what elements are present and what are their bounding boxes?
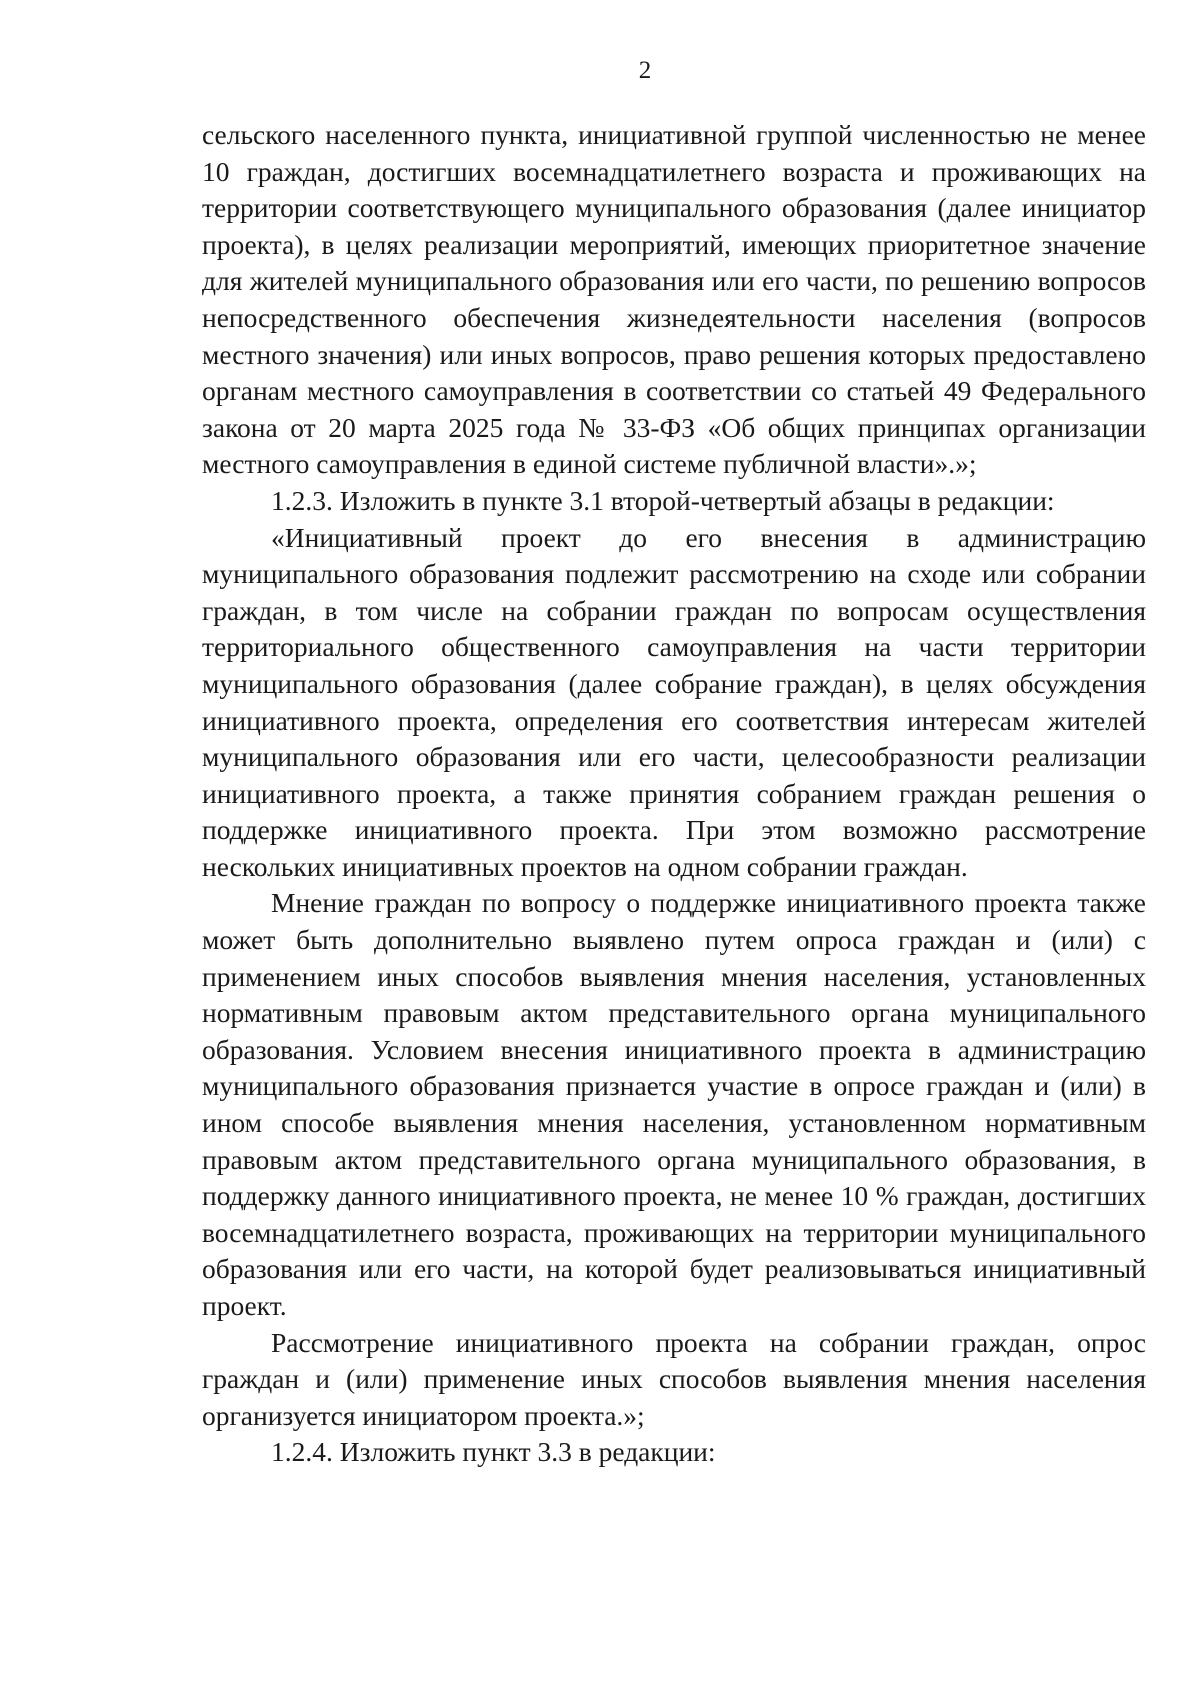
paragraph-item-1-2-3: 1.2.3. Изложить в пункте 3.1 второй-четвертый абзацы в редакции:: [271, 484, 1055, 516]
paragraph-continuation: сельского населенного пункта, инициативной группой численностью не менее 10 граждан, достигших восемнадцатилетнего возраста и проживающих на территории соответствующего муниципального образования (далее инициатор проекта), в целях реализации мероприятий, имеющих приоритетное значение для жителей муниципального образования или его части, по решению вопросов непосредственного обеспечения жизнедеятельности населения (вопросов местного значения) или иных вопросов, право решения которых предоставлено органам местного самоуправления в соответствии со статьей 49 Федерального закона от 20 марта 2025 года № 33-ФЗ «Об общих принципах организации местного самоуправления в единой системе публичной власти».»;: [202, 119, 1146, 480]
paragraph-consideration: Рассмотрение инициативного проекта на собрании граждан, опрос граждан и (или) применение иных способов выявления мнения населения организуется инициатором проекта.»;: [202, 1326, 1146, 1431]
paragraph-initiative-project: «Инициативный проект до его внесения в администрацию муниципального образования подлежит рассмотрению на сходе или собрании граждан, в том числе на собрании граждан по вопросам осуществления территориального общественного самоуправления на части территории муниципального образования (далее собрание граждан), в целях обсуждения инициативного проекта, определения его соответствия интересам жителей муниципального образования или его части, целесообразности реализации инициативного проекта, а также принятия собранием граждан решения о поддержке инициативного проекта. При этом возможно рассмотрение нескольких инициативных проектов на одном собрании граждан.: [202, 521, 1146, 882]
page-number: 2: [638, 57, 652, 84]
paragraph-item-1-2-4: 1.2.4. Изложить пункт 3.3 в редакции:: [271, 1436, 716, 1468]
document-body: [202, 117, 1146, 1471]
paragraph-citizen-opinion: Мнение граждан по вопросу о поддержке инициативного проекта также может быть дополнительно выявлено путем опроса граждан и (или) с применением иных способов выявления мнения населения, установленных нормативным правовым актом представительного органа муниципального образования. Условием внесения инициативного проекта в администрацию муниципального образования признается участие в опросе граждан и (или) в ином способе выявления мнения населения, установленном нормативным правовым актом представительного органа муниципального образования, в поддержку данного инициативного проекта, не менее 10 % граждан, достигших восемнадцатилетнего возраста, проживающих на территории муниципального образования или его части, на которой будет реализовываться инициативный проект.: [202, 887, 1146, 1321]
